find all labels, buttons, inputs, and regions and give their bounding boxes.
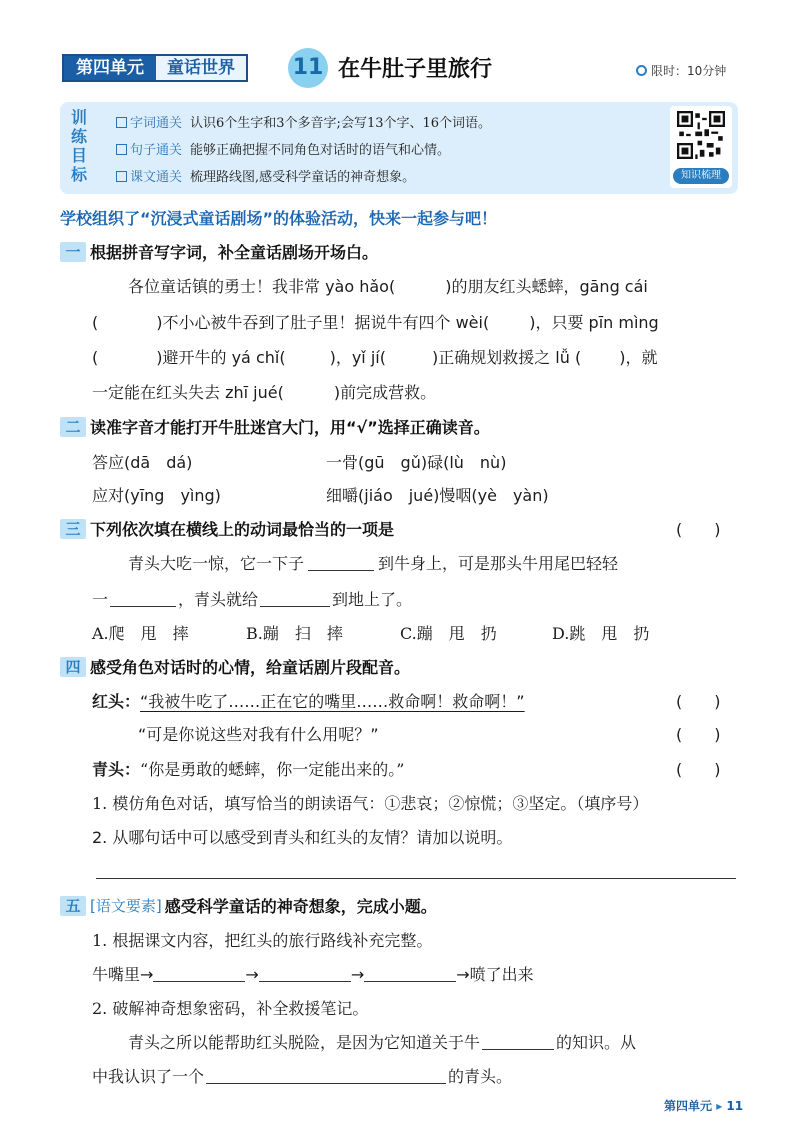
section-badge: 一	[60, 242, 86, 262]
pinyin-choice-1[interactable]: 答应(dā dá)	[92, 453, 193, 472]
pinyin-choice-3[interactable]: 应对(yīng yìng)	[92, 486, 221, 505]
goals-label: 训练目标	[70, 108, 87, 184]
route-arrow: →	[245, 965, 259, 984]
goal-key: 字词通关	[130, 116, 183, 131]
section-badge: 四	[60, 657, 86, 677]
section-tag: [语文要素]	[90, 897, 162, 915]
training-goals-box	[60, 102, 738, 194]
speaker-label: 红头：	[92, 692, 141, 711]
section-title: 下列依次填在横线上的动词最恰当的一项是	[90, 520, 395, 539]
route-end: →喷了出来	[456, 965, 534, 984]
text: )，只要 pīn mìng	[529, 313, 659, 332]
answer-paren[interactable]: ( )	[676, 692, 721, 711]
checkbox-icon[interactable]	[116, 144, 127, 155]
goal-item-text	[116, 166, 415, 185]
section-title: 感受科学童话的神奇想象，完成小题。	[164, 897, 437, 916]
dialogue-3	[92, 757, 404, 780]
route-arrow: →	[350, 965, 365, 984]
goal-text: 认识6个生字和3个多音字;会写13个字、16个词语。	[190, 116, 492, 131]
answer-paren[interactable]: ( )	[676, 760, 721, 779]
section-3-heading	[60, 517, 394, 540]
speaker-label: 青头：	[92, 760, 141, 779]
answer-blank[interactable]	[110, 593, 176, 607]
goal-text: 梳理路线图,感受科学童话的神奇想象。	[190, 170, 416, 185]
intro-text: 学校组织了“沉浸式童话剧场”的体验活动，快来一起参与吧！	[60, 209, 498, 228]
section-badge: 二	[60, 417, 86, 437]
text: 到牛身上，可是那头牛用尾巴轻轻	[378, 554, 619, 573]
text: (	[92, 313, 99, 332]
text: 到地上了。	[332, 590, 413, 609]
answer-blank[interactable]	[308, 557, 374, 571]
section-4-heading	[60, 655, 410, 678]
route-blank[interactable]	[364, 968, 456, 982]
s4-question-1: 1. 模仿角色对话，填写恰当的朗读语气：①悲哀；②惊慌；③坚定。（填序号）	[92, 794, 649, 813]
text: )，就	[619, 348, 658, 367]
text: )不小心被牛吞到了肚子里！据说牛有四个 wèi(	[156, 313, 490, 332]
s1-line-2	[92, 310, 659, 333]
text: ，青头就给	[178, 590, 259, 609]
section-badge: 三	[60, 519, 86, 539]
text: 中我认识了一个	[92, 1067, 205, 1086]
s4-question-2: 2. 从哪句话中可以感受到青头和红头的友情？请加以说明。	[92, 828, 513, 847]
goal-item-sentences	[116, 139, 450, 158]
dialogue-1	[92, 689, 525, 712]
s1-line-3	[92, 345, 657, 368]
goal-item-words	[116, 112, 491, 131]
lesson-number: 11	[288, 48, 328, 88]
route-start: 牛嘴里→	[92, 965, 154, 984]
section-1-heading	[60, 240, 378, 263]
text: 的知识。从	[556, 1033, 637, 1052]
option-a[interactable]: A.爬 甩 摔	[92, 624, 189, 643]
qr-label: 知识梳理	[673, 168, 729, 184]
lesson-title: 在牛肚子里旅行	[338, 57, 493, 82]
text: )，yǐ jí(	[329, 348, 386, 367]
qr-code-icon[interactable]	[677, 111, 725, 159]
s5-question-2: 2. 破解神奇想象密码，补全救援笔记。	[92, 999, 369, 1018]
section-title: 读准字音才能打开牛肚迷宫大门，用“√”选择正确读音。	[90, 418, 490, 437]
time-limit	[636, 62, 726, 79]
section-title: 感受角色对话时的心情，给童话剧片段配音。	[90, 658, 411, 677]
goal-key: 课文通关	[130, 170, 183, 185]
caret-right-icon: ▸	[716, 1099, 723, 1113]
route-line	[92, 962, 534, 985]
text: )避开牛的 yá chǐ(	[156, 348, 286, 367]
page-footer	[664, 1097, 743, 1114]
text: )的朋友红头蟋蟀，gāng cái	[445, 277, 648, 296]
section-5-heading	[60, 894, 437, 917]
pinyin-choice-2[interactable]: 一骨(gū gǔ)碌(lù nù)	[326, 453, 507, 472]
section-badge: 五	[60, 896, 86, 916]
checkbox-icon[interactable]	[116, 117, 127, 128]
time-limit-text: 限时：10分钟	[651, 64, 727, 78]
footer-unit: 第四单元	[664, 1099, 713, 1113]
unit-theme: 童话世界	[156, 56, 246, 80]
section-2-heading	[60, 415, 490, 438]
s3-line-1	[128, 551, 618, 574]
text: )正确规划救援之 lǚ (	[431, 348, 582, 367]
unit-banner	[62, 54, 248, 82]
text: (	[92, 348, 99, 367]
clock-icon	[636, 65, 647, 76]
answer-blank[interactable]	[260, 593, 330, 607]
answer-paren[interactable]: ( )	[676, 725, 721, 744]
qr-card[interactable]	[670, 106, 732, 188]
unit-label: 第四单元	[64, 56, 156, 80]
text: 各位童话镇的勇士！我非常 yào hǎo(	[128, 277, 396, 296]
route-blank[interactable]	[259, 968, 351, 982]
s5-note-line-2	[92, 1064, 512, 1087]
text: 青头大吃一惊，它一下子	[128, 554, 305, 573]
text: 青头之所以能帮助红头脱险，是因为它知道关于牛	[128, 1033, 481, 1052]
route-blank[interactable]	[153, 968, 245, 982]
s5-question-1: 1. 根据课文内容，把红头的旅行路线补充完整。	[92, 931, 433, 950]
answer-paren[interactable]: ( )	[676, 520, 721, 539]
text: 的青头。	[448, 1067, 513, 1086]
text: 一	[92, 590, 109, 609]
dialogue-2: “可是你说这些对我有什么用呢？”	[138, 725, 379, 744]
s1-line-1	[128, 274, 648, 297]
s1-line-4	[92, 380, 436, 403]
pinyin-choice-4[interactable]: 细嚼(jiáo jué)慢咽(yè yàn)	[326, 486, 549, 505]
text: 一定能在红头失去 zhī jué(	[92, 383, 284, 402]
dialogue-text: “你是勇敢的蟋蟀，你一定能出来的。”	[140, 760, 405, 779]
option-b[interactable]: B.蹦 扫 摔	[246, 624, 343, 643]
s5-note-line-1	[128, 1030, 636, 1053]
answer-blank[interactable]	[206, 1070, 446, 1084]
answer-line[interactable]	[96, 878, 736, 879]
goal-text: 能够正确把握不同角色对话时的语气和心情。	[190, 143, 451, 158]
text: )前完成营救。	[333, 383, 437, 402]
checkbox-icon[interactable]	[116, 171, 127, 182]
dialogue-text: “我被牛吃了……正在它的嘴里……救命啊！救命啊！”	[140, 692, 525, 711]
option-c[interactable]: C.蹦 甩 扔	[400, 624, 497, 643]
page-number: 11	[726, 1099, 744, 1113]
s3-line-2	[92, 587, 412, 610]
option-d[interactable]: D.跳 甩 扔	[552, 624, 650, 643]
goal-key: 句子通关	[130, 143, 183, 158]
section-title: 根据拼音写字词，补全童话剧场开场白。	[90, 243, 379, 262]
answer-blank[interactable]	[482, 1036, 554, 1050]
